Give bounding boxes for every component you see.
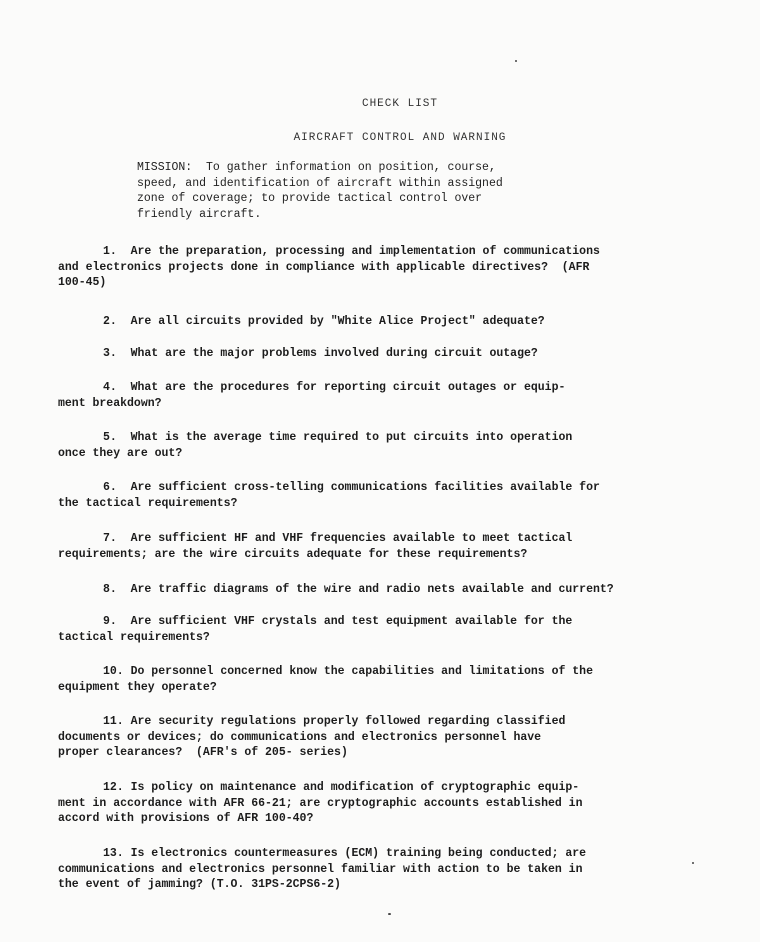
checklist-item-5	[58, 430, 710, 461]
checklist-item-text: 12. Is policy on maintenance and modification of cryptographic equip- ment in accordance with AFR 66-21; are cryptographic accounts established in accord with provisions of AFR 100-40?	[58, 781, 583, 825]
checklist-item-8	[58, 582, 710, 598]
checklist-item-2	[58, 314, 710, 330]
checklist-item-13	[58, 846, 710, 893]
checklist-item-text: 10. Do personnel concerned know the capabilities and limitations of the equipment they operate?	[58, 665, 593, 694]
checklist-item-3	[58, 346, 710, 362]
checklist-item-text: 7. Are sufficient HF and VHF frequencies available to meet tactical requirements; are the wire circuits adequate for these requirements?	[58, 532, 573, 561]
checklist-item-6	[58, 480, 710, 511]
checklist-item-text: 13. Is electronics countermeasures (ECM) training being conducted; are communications and electronics personnel familiar with action to be taken in the event of jamming? (T.O. 31PS-2CPS6-2)	[58, 847, 587, 891]
checklist-item-10	[58, 664, 710, 695]
scan-speck	[388, 913, 391, 915]
document-subtitle: AIRCRAFT CONTROL AND WARNING	[293, 132, 507, 144]
checklist-item-12	[58, 780, 710, 827]
checklist-item-9	[58, 614, 710, 645]
checklist-item-7	[58, 531, 710, 562]
checklist-item-text: 2. Are all circuits provided by "White Alice Project" adequate?	[103, 315, 545, 328]
checklist-item-4	[58, 380, 710, 411]
scan-speck	[692, 862, 694, 864]
checklist-item-text: 11. Are security regulations properly followed regarding classified documents or devices; do communications and electronics personnel have proper clearances? (AFR's of 205- series)	[58, 715, 566, 759]
checklist-item-text: 9. Are sufficient VHF crystals and test equipment available for the tactical requirements?	[58, 615, 573, 644]
checklist-item-text: 8. Are traffic diagrams of the wire and radio nets available and current?	[103, 583, 614, 596]
scan-speck	[515, 60, 517, 62]
checklist-item-1	[58, 244, 710, 291]
checklist-item-text: 3. What are the major problems involved during circuit outage?	[103, 347, 538, 360]
checklist-item-text: 6. Are sufficient cross-telling communications facilities available for the tactical requirements?	[58, 481, 600, 510]
mission-statement: MISSION: To gather information on position, course, speed, and identification of aircraft within assigned zone of coverage; to provide tactical control over friendly aircraft.	[137, 161, 503, 221]
document-title: CHECK LIST	[361, 98, 438, 110]
checklist-item-11	[58, 714, 710, 761]
checklist-item-text: 1. Are the preparation, processing and implementation of communications and electronics projects done in compliance with applicable directives? (AFR 100-45)	[58, 245, 600, 289]
checklist-item-text: 4. What are the procedures for reporting circuit outages or equip- ment breakdown?	[58, 381, 566, 410]
checklist-item-text: 5. What is the average time required to put circuits into operation once they are out?	[58, 431, 573, 460]
